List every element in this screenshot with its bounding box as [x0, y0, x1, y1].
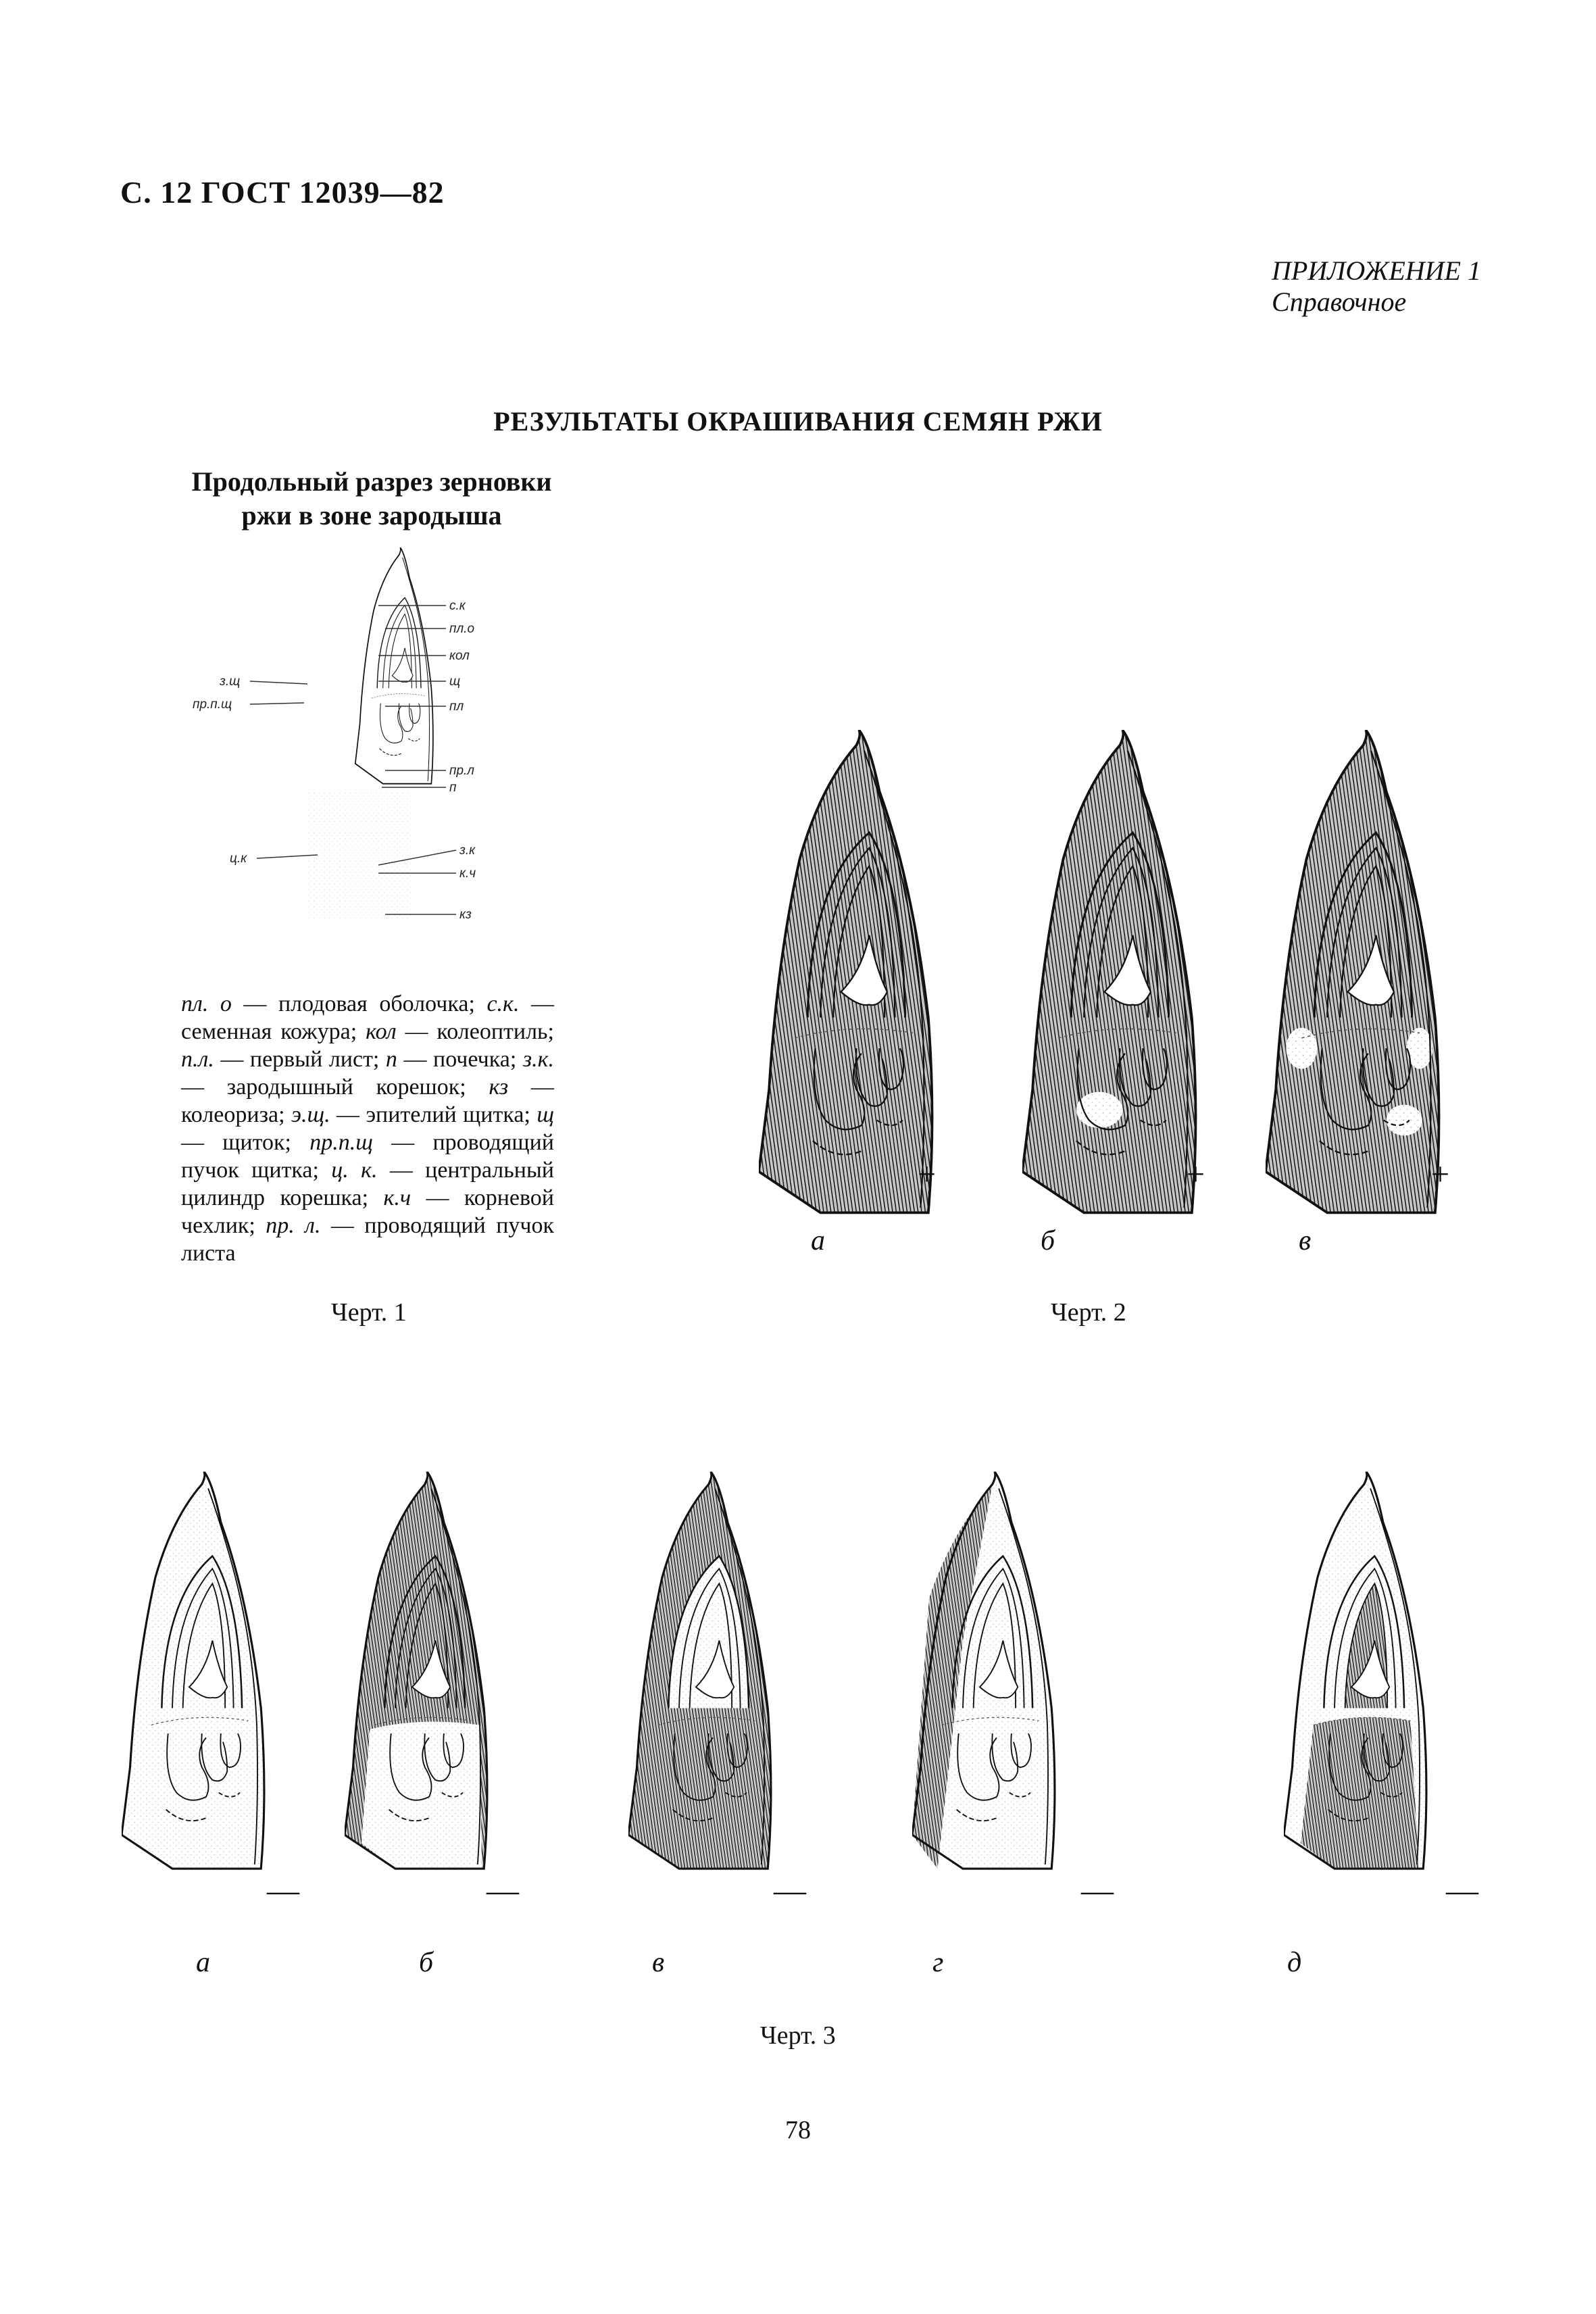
legend-abbr: ц. к. — [331, 1158, 378, 1183]
page-number: 78 — [785, 2116, 811, 2144]
fig2-letter-b: б — [1041, 1225, 1055, 1256]
label-sk: с.к — [449, 599, 466, 613]
fig3-sign-b: — — [487, 1873, 519, 1909]
label-shch: щ — [449, 674, 461, 689]
main-title: РЕЗУЛЬТАТЫ ОКРАШИВАНИЯ СЕМЯН РЖИ — [493, 406, 1103, 437]
legend-abbr: к.ч — [383, 1185, 412, 1210]
fig2-sign-a: + — [918, 1156, 937, 1192]
fig2-seed-a — [750, 730, 973, 1244]
label-p: п — [449, 781, 457, 795]
legend-text: — колеоптиль; — [396, 1019, 554, 1044]
label-kol: кол — [449, 649, 470, 663]
fig3-letter-c: в — [652, 1947, 665, 1978]
fig2-sign-c: + — [1431, 1156, 1450, 1192]
appendix-title: ПРИЛОЖЕНИЕ 1 — [1272, 255, 1481, 286]
legend-abbr: пр.п.щ — [309, 1130, 373, 1155]
legend-text: — корневой чехлик; — [181, 1185, 554, 1238]
legend-abbr: пл. о — [181, 991, 232, 1016]
appendix-note: Справочное — [1272, 287, 1407, 317]
fig2-sign-b: + — [1187, 1156, 1205, 1192]
fig3-letter-d: г — [932, 1947, 944, 1978]
fig1-subtitle-line2: ржи в зоне зародыша — [241, 500, 502, 531]
legend-abbr: кол — [366, 1019, 397, 1044]
fig3-sign-e: — — [1446, 1873, 1478, 1909]
label-zk: з.к — [459, 843, 476, 858]
fig2-caption: Черт. 2 — [1051, 1298, 1126, 1327]
legend-text: — зародышный корешок; — [181, 1075, 489, 1100]
legend-text: — проводящий пучок листа — [181, 1213, 555, 1266]
legend-text: — семенная кожура; — [181, 991, 554, 1044]
legend-abbr: с.к. — [487, 991, 520, 1016]
legend-text: — проводящий пучок щитка; — [181, 1130, 554, 1183]
fig3-sign-c: — — [774, 1873, 806, 1909]
fig1-legend — [181, 990, 554, 1267]
fig1-subtitle — [169, 465, 574, 533]
legend-abbr: п — [385, 1047, 397, 1072]
label-prpshch: пр.п.щ — [193, 697, 232, 712]
label-pl: пл — [449, 699, 464, 714]
fig3-seed-e — [1284, 1426, 1453, 1940]
fig3-seed-b — [345, 1426, 514, 1940]
legend-text: — эпителий щитка; — [330, 1102, 537, 1127]
appendix-block — [1272, 255, 1481, 318]
fig3-sign-a: — — [267, 1873, 299, 1909]
legend-text: — щиток; — [181, 1130, 310, 1155]
legend-text: — плодовая оболочка; — [231, 991, 487, 1016]
fig3-letter-b: б — [419, 1947, 434, 1978]
fig2-letter-c: в — [1299, 1225, 1312, 1256]
legend-text: — колеориза; — [181, 1075, 554, 1127]
legend-text: — центральный цилиндр корешка; — [181, 1158, 554, 1210]
label-kz: кз — [459, 908, 472, 922]
fig3-caption: Черт. 3 — [760, 2021, 836, 2050]
label-tsk: ц.к — [230, 852, 247, 866]
legend-abbr: з.к. — [522, 1047, 555, 1072]
legend-text: — почечка; — [397, 1047, 523, 1072]
label-plo: пл.о — [449, 622, 475, 636]
fig1-diagram — [182, 541, 561, 960]
fig3-seed-a — [122, 1426, 291, 1940]
document-header: С. 12 ГОСТ 12039—82 — [120, 175, 445, 210]
legend-abbr: щ — [537, 1102, 554, 1127]
fig3-seed-d — [912, 1426, 1081, 1940]
fig1-caption: Черт. 1 — [331, 1298, 407, 1327]
legend-abbr: пр. л. — [266, 1213, 321, 1238]
legend-abbr: э.щ. — [291, 1102, 330, 1127]
fig3-letter-a: а — [196, 1947, 210, 1978]
fig2-letter-a: а — [811, 1225, 825, 1256]
legend-text: — первый лист; — [214, 1047, 386, 1072]
label-zshch: з.щ — [220, 674, 241, 689]
fig3-letter-e: д — [1287, 1947, 1302, 1978]
label-prl: пр.л — [449, 764, 475, 778]
fig3-seed-c — [628, 1426, 797, 1940]
legend-abbr: п.л. — [181, 1047, 214, 1072]
label-kch: к.ч — [459, 866, 476, 881]
fig1-subtitle-line1: Продольный разрез зерновки — [191, 466, 552, 497]
fig3-sign-d: — — [1081, 1873, 1114, 1909]
legend-abbr: кз — [489, 1075, 509, 1100]
